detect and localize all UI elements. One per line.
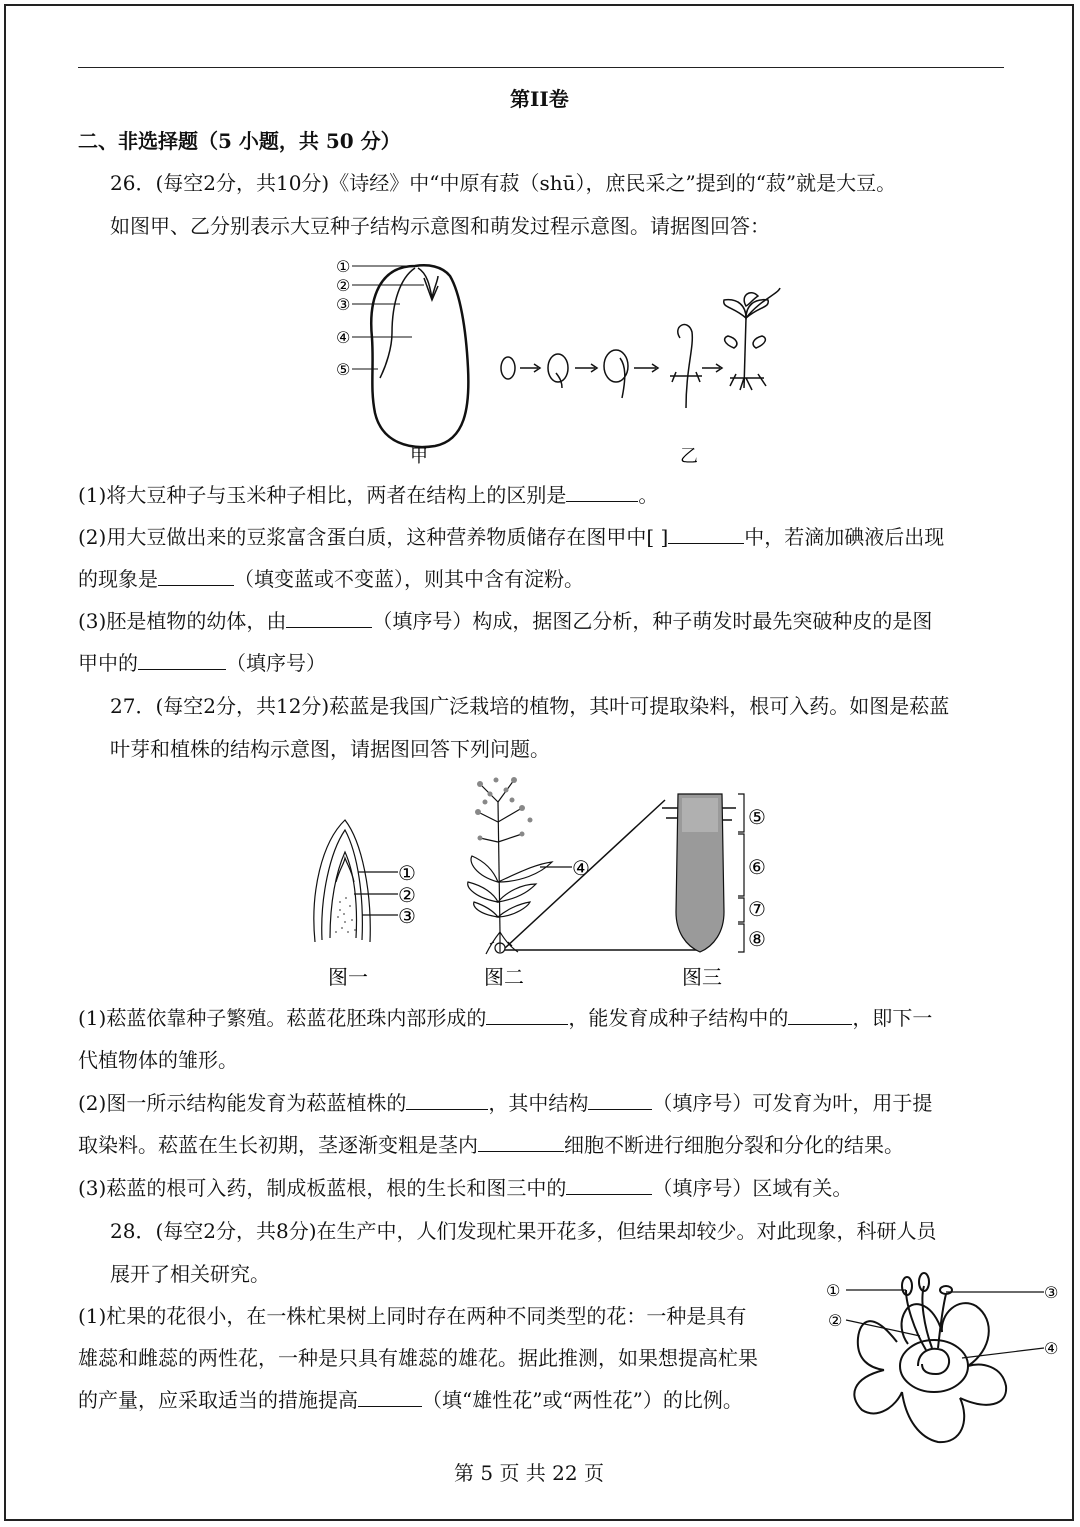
root-label-6: ⑥: [748, 855, 766, 879]
q26-blank-2[interactable]: [668, 525, 744, 544]
q26-intro-line2: 如图甲、乙分别表示大豆种子结构示意图和萌发过程示意图。请据图回答：: [110, 214, 770, 238]
flower-label-1: ①: [826, 1281, 841, 1300]
q28-intro-line2: 展开了相关研究。: [110, 1262, 270, 1286]
q27-p2-text-b: ，其中结构: [488, 1091, 589, 1115]
q28-intro-line1: 28．(每空2分，共8分)在生产中，人们发现杧果开花多，但结果却较少。对此现象，科研人员: [110, 1219, 937, 1243]
seed-label-3: ③: [336, 295, 351, 314]
q27-intro-line2: 叶芽和植株的结构示意图，请据图回答下列问题。: [110, 737, 550, 761]
q27-blank-4[interactable]: [588, 1091, 652, 1110]
page-footer: 第 5 页 共 22 页: [454, 1461, 604, 1485]
q26-p3-cont: [78, 650, 326, 676]
root-tip-diagram: [662, 794, 744, 952]
q28-p1-line2: 雄蕊和雌蕊的两性花，一种是只具有雄蕊的雄花。据此推测，如果想提高杧果: [78, 1346, 758, 1370]
q27-p2-text-c: （填序号）可发育为叶，用于提: [652, 1091, 933, 1115]
q27-p1-text-c: ，即下一: [852, 1006, 933, 1030]
caption-fig1: 图一: [328, 965, 368, 989]
plant-diagram: [468, 777, 572, 954]
bud-label-3: ③: [398, 904, 416, 928]
q27-intro-line1: 27．(每空2分，共12分)菘蓝是我国广泛栽培的植物，其叶可提取染料，根可入药。如图是菘蓝: [110, 694, 950, 718]
q27-p3-text-a: (3)菘蓝的根可入药，制成板蓝根，根的生长和图三中的: [78, 1176, 567, 1200]
q28-p1-line1: (1)杧果的花很小，在一株杧果树上同时存在两种不同类型的花：一种是具有: [78, 1304, 747, 1328]
q27-p2-text-a: (2)图一所示结构能发育为菘蓝植株的: [78, 1091, 407, 1115]
bud-label-2: ②: [398, 883, 416, 907]
header-rule: [78, 67, 1004, 68]
q26-p3-text-d: （填序号）: [226, 651, 326, 675]
q26-p1: [78, 482, 658, 508]
q26-p3-text-a: (3)胚是植物的幼体，由: [78, 609, 287, 633]
q28-p1-text-d: （填“雄性花”或“两性花”）的比例。: [422, 1388, 743, 1412]
volume-title: 第II卷: [510, 87, 569, 111]
q27-p1-text-a: (1)菘蓝依靠种子繁殖。菘蓝花胚珠内部形成的: [78, 1006, 487, 1030]
caption-fig2: 图二: [484, 965, 524, 989]
q27-blank-6[interactable]: [566, 1176, 652, 1195]
q26-blank-3[interactable]: [158, 567, 234, 586]
q26-p1-text-b: 。: [638, 483, 659, 507]
q27-figure: [300, 772, 800, 994]
q27-blank-1[interactable]: [486, 1006, 568, 1025]
q27-p2: [78, 1090, 932, 1116]
leaf-bud-diagram: [314, 820, 398, 942]
q27-p1-cont: 代植物体的雏形。: [78, 1048, 238, 1072]
seed-label-2: ②: [336, 276, 351, 295]
q26-p2: [78, 524, 944, 550]
q28-p1-line3: [78, 1387, 743, 1413]
q26-blank-1[interactable]: [566, 483, 638, 502]
q26-p3-text-c: 甲中的: [78, 651, 138, 675]
bud-label-1: ①: [398, 861, 416, 885]
q26-figure: [320, 248, 800, 473]
flower-label-3: ③: [1044, 1283, 1059, 1302]
q27-p1: [78, 1005, 932, 1031]
germination-diagram: [501, 288, 780, 408]
flower-label-4: ④: [1044, 1339, 1059, 1358]
seed-structure-diagram: [336, 257, 468, 467]
flower-label-2: ②: [828, 1311, 843, 1330]
caption-jia: 甲: [410, 446, 428, 467]
q27-p2-cont: [78, 1132, 904, 1158]
q26-p3-text-b: （填序号）构成，据图乙分析，种子萌发时最先突破种皮的是图: [372, 609, 933, 633]
seed-label-4: ④: [336, 328, 351, 347]
magnify-lines: [505, 800, 700, 950]
q26-blank-4[interactable]: [286, 609, 372, 628]
q27-blank-3[interactable]: [406, 1091, 488, 1110]
q27-p2-text-e: 细胞不断进行细胞分裂和分化的结果。: [564, 1133, 904, 1157]
plant-label-4: ④: [572, 856, 590, 880]
q26-p2-cont: [78, 566, 584, 592]
root-label-7: ⑦: [748, 897, 766, 921]
q28-blank-1[interactable]: [358, 1388, 422, 1407]
caption-yi: 乙: [680, 446, 698, 467]
q27-blank-5[interactable]: [478, 1133, 564, 1152]
q26-p3: [78, 608, 932, 634]
q26-blank-5[interactable]: [138, 651, 226, 670]
flower-diagram: [822, 1270, 1067, 1452]
q26-p2-text-b: 中，若滴加碘液后出现: [744, 525, 945, 549]
root-label-5: ⑤: [748, 805, 766, 829]
caption-fig3: 图三: [682, 965, 722, 989]
q27-p2-text-d: 取染料。菘蓝在生长初期，茎逐渐变粗是茎内: [78, 1133, 478, 1157]
q27-p1-text-b: ，能发育成种子结构中的: [568, 1006, 789, 1030]
q27-blank-2[interactable]: [788, 1006, 852, 1025]
q27-p3: [78, 1175, 852, 1201]
root-label-8: ⑧: [748, 927, 766, 951]
q26-p2-text-a: (2)用大豆做出来的豆浆富含蛋白质，这种营养物质储存在图甲中[ ]: [78, 525, 669, 549]
q28-p1-text-c: 的产量，应采取适当的措施提高: [78, 1388, 358, 1412]
q27-p3-text-b: （填序号）区域有关。: [652, 1176, 853, 1200]
q26-intro-line1: 26．(每空2分，共10分)《诗经》中“中原有菽（shū），庶民采之”提到的“菽”就是大豆。: [110, 171, 897, 195]
q26-p1-text-a: (1)将大豆种子与玉米种子相比，两者在结构上的区别是: [78, 483, 567, 507]
q26-p2-text-c: 的现象是: [78, 567, 158, 591]
seed-label-1: ①: [336, 257, 351, 276]
seed-label-5: ⑤: [336, 360, 351, 379]
q26-p2-text-d: （填变蓝或不变蓝），则其中含有淀粉。: [234, 567, 584, 591]
section-title: 二、非选择题（5 小题，共 50 分）: [78, 129, 401, 153]
